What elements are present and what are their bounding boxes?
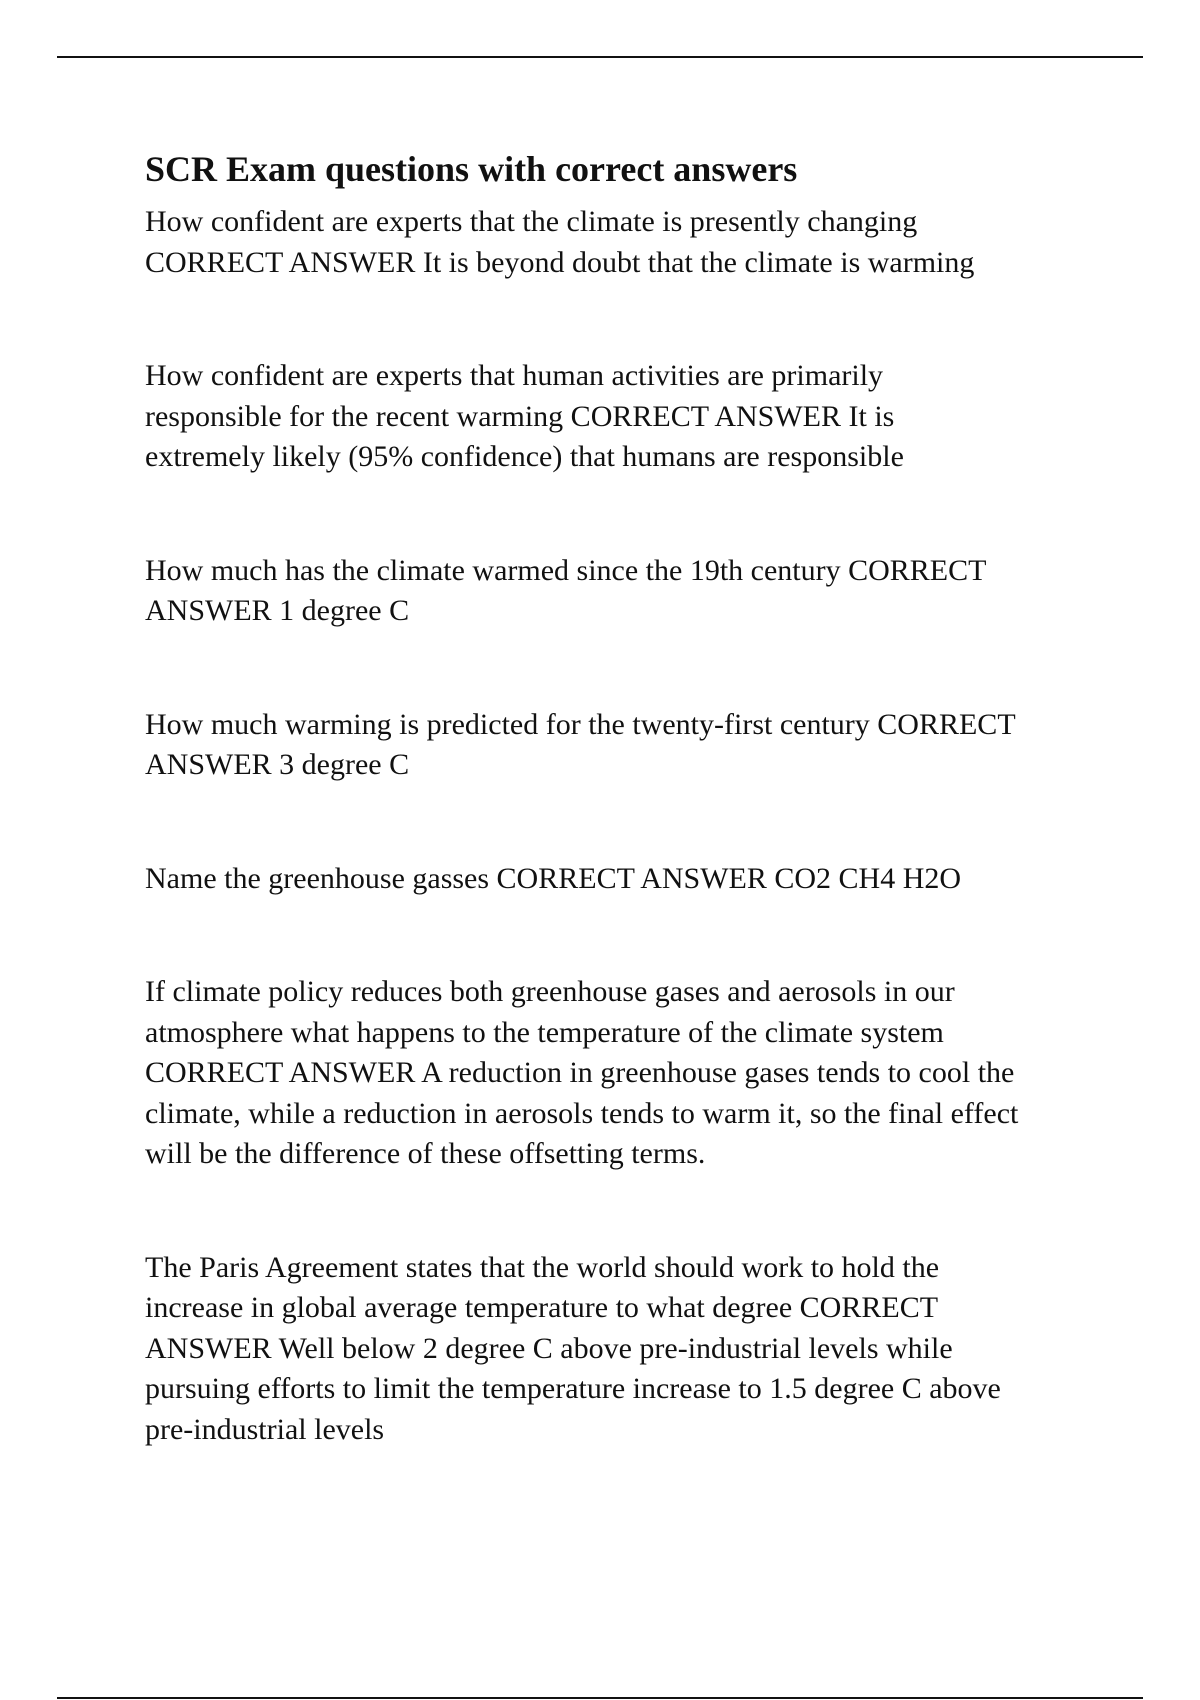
qa-entry: How confident are experts that the climate is presently changing CORRECT ANSWER It is beyond doubt that the climate is warming <box>145 205 975 279</box>
qa-entry: How confident are experts that human activities are primarily responsible for the recent warming CORRECT ANSWER It is extremely likely (95% confidence) that humans are responsible <box>145 359 904 473</box>
qa-entry: If climate policy reduces both greenhouse gases and aerosols in our atmosphere what happens to the temperature of the climate system CORRECT ANSWER A reduction in greenhouse gases tends to cool the climate, while a reduction in aerosols tends to warm it, so the final effect will be the difference of these offsetting terms. <box>145 975 1019 1170</box>
page-title: SCR Exam questions with correct answers <box>145 149 798 189</box>
qa-entry: How much has the climate warmed since the 19th century CORRECT ANSWER 1 degree C <box>145 553 987 627</box>
qa-entry: The Paris Agreement states that the world should work to hold the increase in global average temperature to what degree CORRECT ANSWER Well below 2 degree C above pre-industrial levels while pursuing efforts to limit the temperature increase to 1.5 degree C above pre-industrial levels <box>145 1250 1001 1446</box>
qa-entry: Name the greenhouse gasses CORRECT ANSWER CO2 CH4 H2O <box>145 861 962 895</box>
bottom-divider <box>57 1697 1143 1699</box>
document-body <box>145 145 1105 1450</box>
qa-entry: How much warming is predicted for the twenty-first century CORRECT ANSWER 3 degree C <box>145 707 1016 781</box>
top-divider <box>57 56 1143 58</box>
